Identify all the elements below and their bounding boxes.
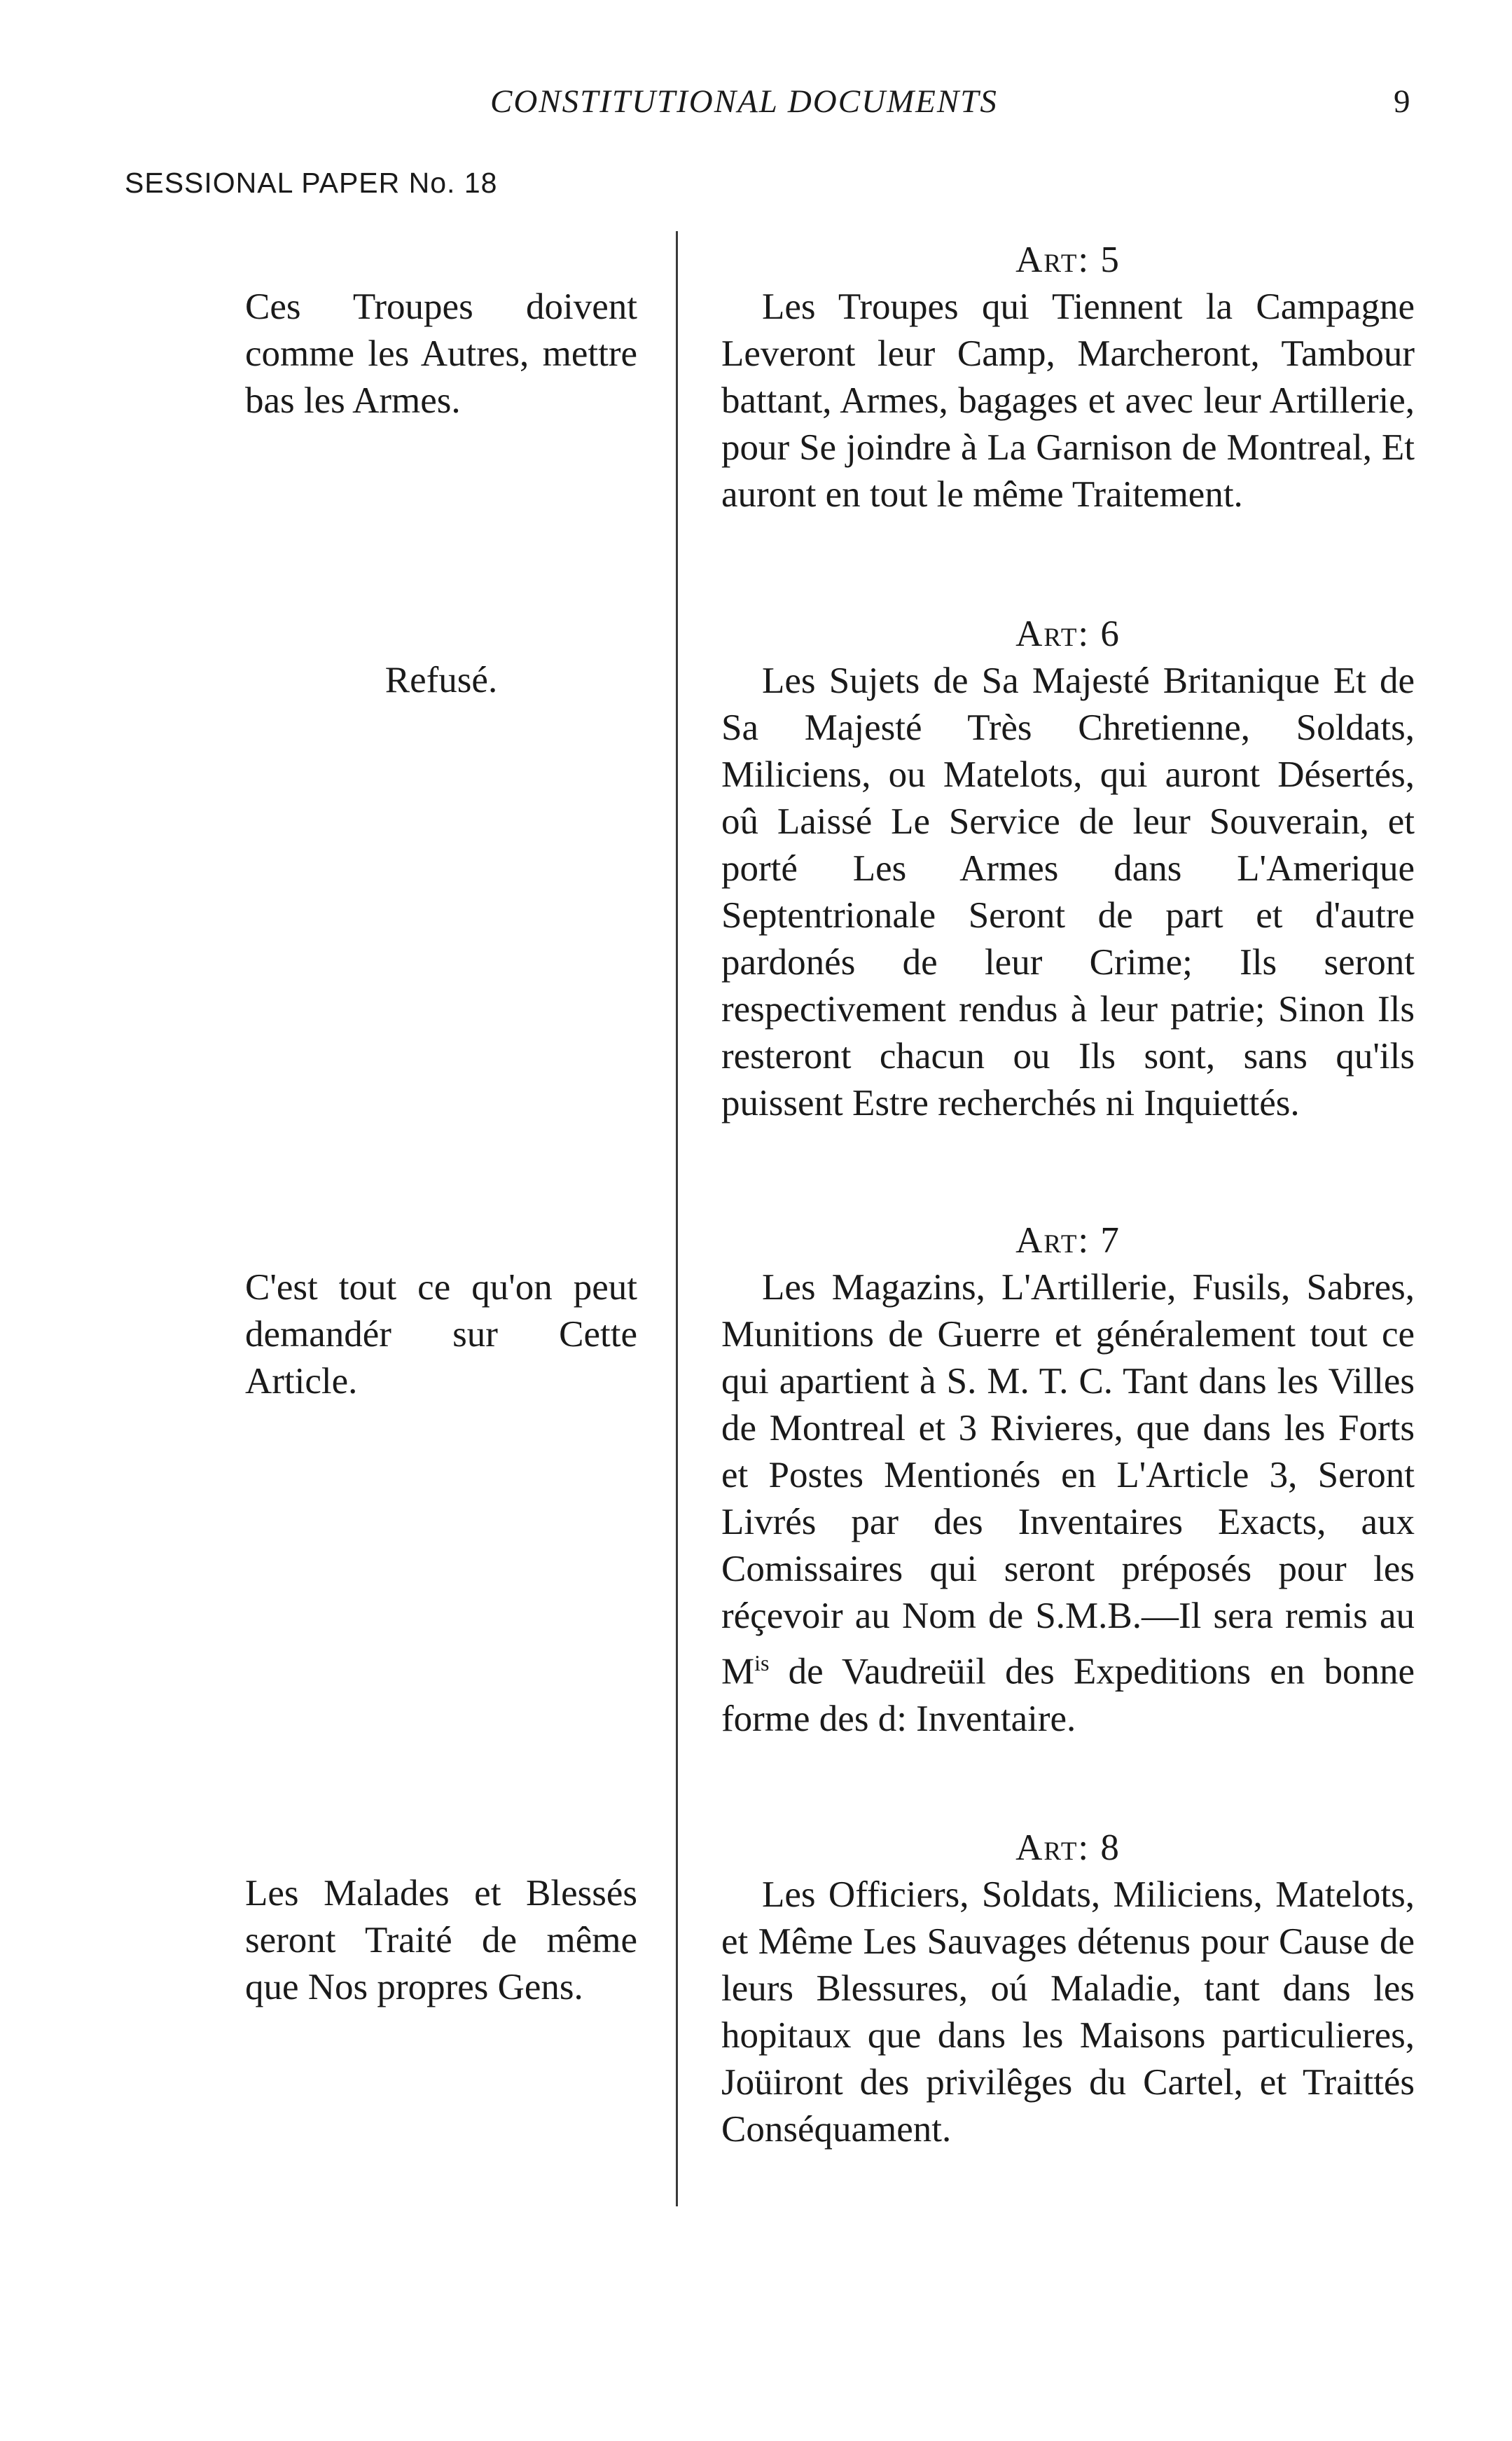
- reply-article-5: Ces Troupes doivent comme les Autres, mettre bas les Armes.: [245, 286, 637, 421]
- article-7-text: [721, 1264, 1415, 1743]
- article-7-text-part-2: de Vaudreüil des Expeditions en bonne forme des d: Inventaire.: [721, 1651, 1415, 1739]
- article-7-text-part-1: Les Magazins, L'Artillerie, Fusils, Sabres, Munitions de Guerre et généralement tout ce qui apartient à S. M. T. C. Tant dans les Villes de Montreal et 3 Rivieres, que dans les Forts et Postes Mentionés en L'Article 3, Seront Livrés par des Inventaires Exacts, aux Comissaires qui seront préposés pour les réçevoir au Nom de S.M.B.—Il sera remis au M: [721, 1267, 1415, 1692]
- running-head: CONSTITUTIONAL DOCUMENTS: [490, 83, 998, 120]
- reply-article-8: Les Malades et Blessés seront Traité de même que Nos propres Gens.: [245, 1873, 637, 2007]
- article-7: [721, 1217, 1415, 1743]
- page-number: 9: [1394, 83, 1410, 120]
- article-8: [721, 1825, 1415, 2153]
- article-5-text: Les Troupes qui Tiennent la Campagne Leveront leur Camp, Marcheront, Tambour battant, Armes, bagages et avec leur Artillerie, pour Se joindre à La Garnison de Montreal, Et auront en tout le même Traitement.: [721, 286, 1415, 515]
- article-6-text: Les Sujets de Sa Majesté Britanique Et de Sa Majesté Très Chretienne, Soldats, Miliciens, ou Matelots, qui auront Désertés, oû Laissé Le Service de leur Souverain, et porté Les Armes dans L'Amerique Septentrionale Seront de part et d'autre pardonés de leur Crime; Ils seront respectivement rendus à leur patrie; Sinon Ils resteront chacun ou Ils sont, sans qu'ils puissent Estre recherchés ni Inquiettés.: [721, 661, 1415, 1123]
- article-8-text: Les Officiers, Soldats, Miliciens, Matelots, et Même Les Sauvages détenus pour Cause de leurs Blessures, oú Maladie, tant dans les hopitaux que dans les Maisons particulieres, Joüiront des privilêges du Cartel, et Traittés Conséquament.: [721, 1874, 1415, 2150]
- article-8-title: Art: 8: [1015, 1827, 1121, 1868]
- sessional-paper-label: SESSIONAL PAPER No. 18: [125, 167, 498, 199]
- article-7-superscript: is: [754, 1650, 770, 1675]
- article-5: [721, 237, 1415, 518]
- reply-article-6: Refusé.: [384, 660, 498, 700]
- column-divider: [676, 231, 678, 2206]
- article-6: [721, 611, 1415, 1127]
- reply-article-7: C'est tout ce qu'on peut demandér sur Cette Article.: [245, 1267, 637, 1402]
- article-6-title: Art: 6: [1015, 614, 1121, 654]
- article-7-title: Art: 7: [1015, 1220, 1121, 1261]
- article-5-title: Art: 5: [1015, 240, 1121, 280]
